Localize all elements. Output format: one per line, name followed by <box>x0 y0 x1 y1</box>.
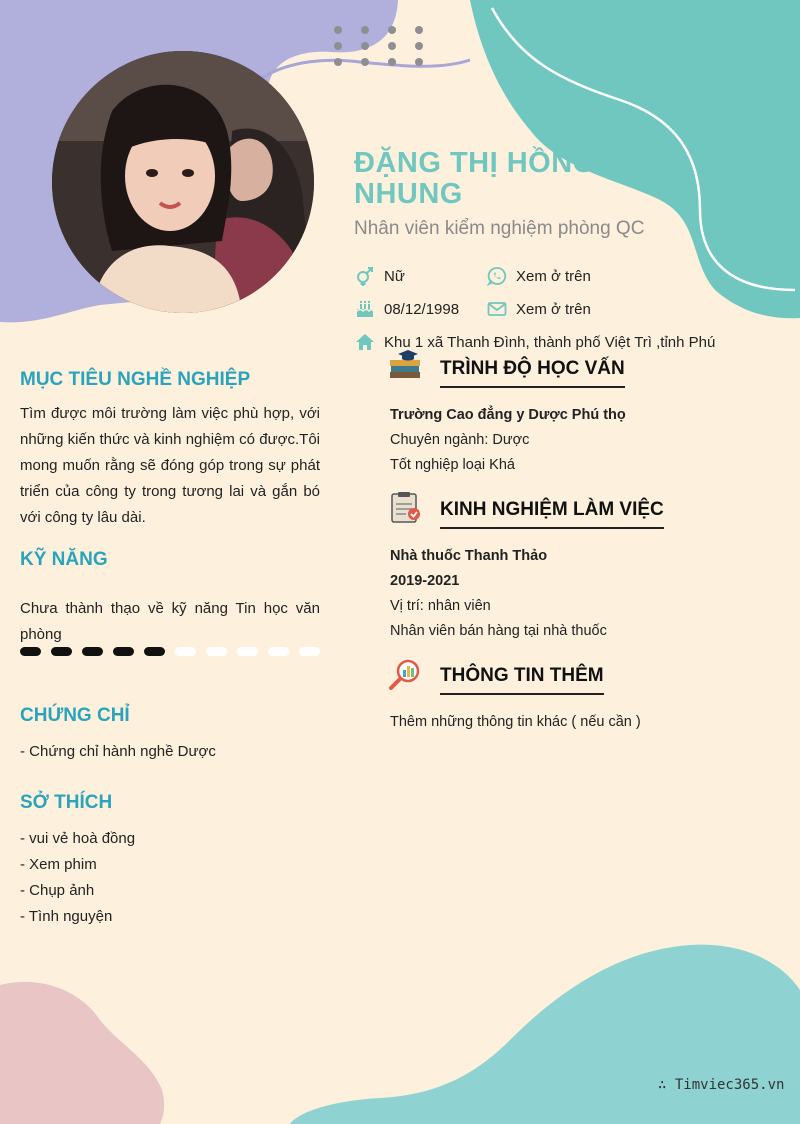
teal-blob-bottom <box>290 945 800 1124</box>
whatsapp-icon <box>486 266 508 286</box>
phone-row <box>486 266 591 286</box>
certificate-item: - Chứng chỉ hành nghề Dược <box>20 743 216 760</box>
education-content <box>390 403 626 478</box>
additional-info-heading: THÔNG TIN THÊM <box>440 665 604 695</box>
skill-dash-empty <box>268 647 289 656</box>
footer-credit: ∴ Timviec365.vn <box>658 1077 785 1093</box>
job-title: Nhân viên kiểm nghiệm phòng QC <box>354 218 645 239</box>
education-heading: TRÌNH ĐỘ HỌC VẤN <box>440 358 625 388</box>
grade: Tốt nghiệp loại Khá <box>390 457 515 473</box>
certificates-heading: CHỨNG CHỈ <box>20 705 130 726</box>
skill-dash-empty <box>206 647 227 656</box>
email-value: Xem ở trên <box>516 300 591 318</box>
birthday-row <box>354 299 459 319</box>
skill-dash-empty <box>237 647 258 656</box>
envelope-icon <box>486 299 508 319</box>
address-row <box>354 332 715 352</box>
certificates-list <box>20 739 216 765</box>
pink-blob <box>0 982 164 1124</box>
hobbies-heading: SỞ THÍCH <box>20 792 113 813</box>
skill-dash-filled <box>144 647 165 656</box>
skill-dash-empty <box>175 647 196 656</box>
address-value: Khu 1 xã Thanh Đình, thành phố Việt Trì ,tỉnh Phú <box>384 333 716 351</box>
profile-photo <box>52 51 314 313</box>
home-icon <box>354 332 376 352</box>
experience-content <box>390 544 607 644</box>
career-goal-text: Tìm được môi trường làm việc phù hợp, với những kiến thức và kinh nghiệm có được.Tôi mong muốn rằng sẽ đóng góp trong sự phát triển của công ty trong tương lai và gắn bó với công ty lâu dài. <box>20 405 320 526</box>
magnifier-chart-icon <box>388 658 424 690</box>
work-period: 2019-2021 <box>390 573 460 589</box>
skills-heading: KỸ NĂNG <box>20 549 108 570</box>
hobby-item: - Tình nguyện <box>20 908 113 925</box>
email-row <box>486 299 591 319</box>
hobbies-list <box>20 826 135 930</box>
candidate-name: ĐẶNG THỊ HỒNG NHUNG <box>354 147 596 210</box>
major: Chuyên ngành: Dược <box>390 432 530 448</box>
school-name: Trường Cao đẳng y Dược Phú thọ <box>390 407 626 423</box>
career-goal-heading: MỤC TIÊU NGHỀ NGHIỆP <box>20 369 251 390</box>
hobby-item: - Chụp ảnh <box>20 882 95 899</box>
additional-info-text: Thêm những thông tin khác ( nếu cần ) <box>390 714 641 730</box>
skill-dash-filled <box>20 647 41 656</box>
skill-dash-filled <box>51 647 72 656</box>
skill-dash-filled <box>82 647 103 656</box>
skill-level-bar <box>20 647 320 656</box>
job-description: Nhân viên bán hàng tại nhà thuốc <box>390 623 607 639</box>
hobby-item: - Xem phim <box>20 856 97 873</box>
avatar <box>52 51 314 313</box>
graduation-books-icon <box>388 350 424 382</box>
gender-value: Nữ <box>384 267 405 285</box>
skill-dash-empty <box>299 647 320 656</box>
hobby-item: - vui vẻ hoà đồng <box>20 830 136 847</box>
clipboard-icon <box>388 492 424 524</box>
phone-value: Xem ở trên <box>516 267 591 285</box>
gender-female-icon <box>354 266 376 286</box>
gender-row <box>354 266 405 286</box>
birthday-cake-icon <box>354 299 376 319</box>
experience-heading: KINH NGHIỆM LÀM VIỆC <box>440 499 664 529</box>
skill-dash-filled <box>113 647 134 656</box>
company-name: Nhà thuốc Thanh Thảo <box>390 548 548 564</box>
birthday-value: 08/12/1998 <box>384 300 460 318</box>
position: Vị trí: nhân viên <box>390 598 491 614</box>
skill-name: Chưa thành thạo về kỹ năng Tin học văn phòng <box>20 600 320 643</box>
